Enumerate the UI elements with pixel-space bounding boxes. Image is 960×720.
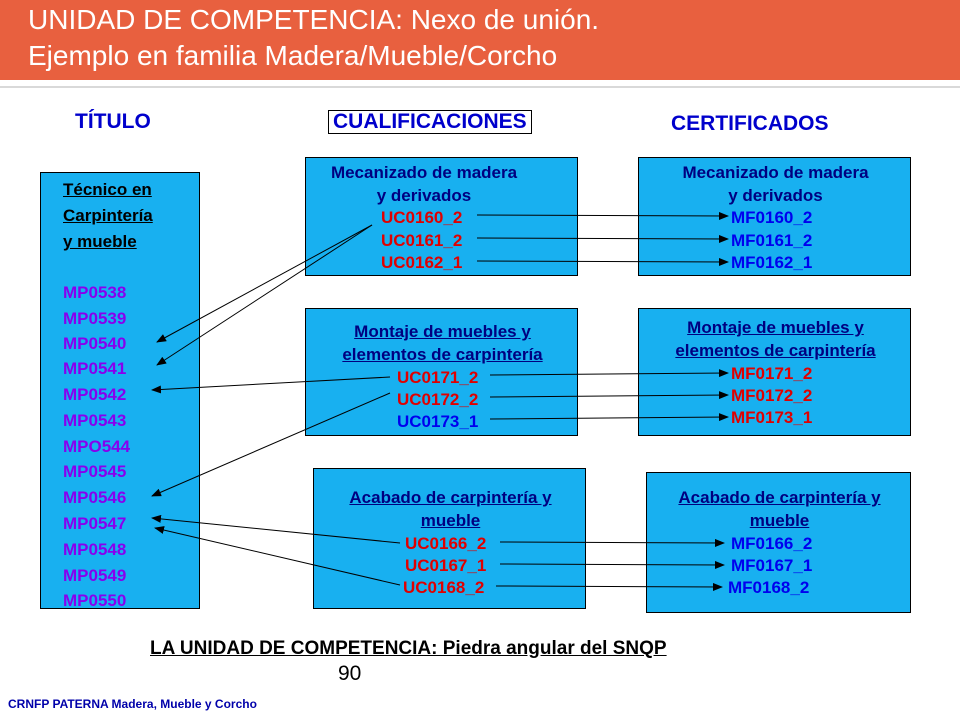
certificado-title: elementos de carpintería [675, 341, 876, 360]
unit-code: UC0168_2 [403, 578, 485, 597]
slide-title-line-2: Ejemplo en familia Madera/Mueble/Corcho [28, 40, 558, 71]
module-code: MP0538 [63, 283, 127, 302]
certificado-box-mecanizado [638, 157, 911, 276]
cualificacion-box-montaje [305, 308, 578, 436]
certificado-title: mueble [749, 511, 810, 530]
column-heading-cualificaciones: CUALIFICACIONES [328, 110, 532, 134]
certificate-module-code: MF0167_1 [731, 556, 813, 575]
cualificacion-title: Acabado de carpintería y [349, 488, 552, 507]
slide-title-line-1: UNIDAD DE COMPETENCIA: Nexo de unión. [28, 4, 600, 35]
column-heading-titulo: TÍTULO [75, 110, 151, 133]
module-code: MP0539 [63, 309, 127, 328]
certificate-module-code: MF0172_2 [731, 386, 813, 405]
certificado-title: Mecanizado de madera [682, 163, 869, 182]
cualificacion-title: mueble [420, 511, 481, 530]
titulo-name-line: Carpintería [63, 206, 153, 225]
cualificacion-title: Mecanizado de madera [330, 163, 518, 182]
titulo-name-line: Técnico en [63, 180, 152, 199]
module-code: MP0547 [63, 514, 127, 533]
page-number: 90 [338, 662, 362, 685]
module-code: MP0541 [63, 359, 127, 378]
module-code: MP0545 [63, 462, 127, 481]
unit-code: UC0166_2 [405, 534, 487, 553]
module-code: MP0542 [63, 385, 127, 404]
certificate-module-code: MF0162_1 [731, 253, 813, 272]
title-divider [0, 86, 960, 88]
organization-label: CRNFP PATERNA Madera, Mueble y Corcho [8, 697, 257, 711]
unit-code: UC0172_2 [397, 390, 479, 409]
cualificacion-box-acabado [313, 468, 586, 609]
module-code: MP0540 [63, 334, 127, 353]
module-code: MP0550 [63, 591, 127, 610]
title-bar [0, 0, 960, 80]
certificado-box-acabado [646, 472, 911, 613]
certificate-module-code: MF0161_2 [731, 231, 813, 250]
unit-code: UC0162_1 [381, 253, 463, 272]
certificate-module-code: MF0173_1 [731, 408, 813, 427]
certificate-module-code: MF0171_2 [731, 364, 813, 383]
certificado-box-montaje [638, 308, 911, 436]
certificado-title: Montaje de muebles y [687, 318, 864, 337]
cualificacion-title: y derivados [376, 186, 472, 205]
cualificacion-title: elementos de carpintería [342, 345, 543, 364]
titulo-name-line: y mueble [63, 232, 137, 251]
module-code: MPO544 [63, 437, 131, 456]
module-code: MP0548 [63, 540, 127, 559]
cualificacion-box-mecanizado [305, 157, 578, 276]
column-heading-certificados: CERTIFICADOS [671, 112, 829, 135]
certificado-title: y derivados [728, 186, 823, 205]
unit-code: UC0160_2 [381, 208, 463, 227]
titulo-box [40, 172, 200, 609]
unit-code: UC0167_1 [405, 556, 487, 575]
module-code: MP0549 [63, 566, 127, 585]
unit-code: UC0173_1 [397, 412, 479, 431]
certificate-module-code: MF0166_2 [731, 534, 813, 553]
unit-code: UC0171_2 [397, 368, 479, 387]
cualificacion-title: Montaje de muebles y [354, 322, 531, 341]
footer-statement: LA UNIDAD DE COMPETENCIA: Piedra angular del SNQP [150, 638, 667, 659]
module-code: MP0543 [63, 411, 127, 430]
certificate-module-code: MF0168_2 [728, 578, 810, 597]
certificate-module-code: MF0160_2 [731, 208, 813, 227]
unit-code: UC0161_2 [381, 231, 463, 250]
module-code: MP0546 [63, 488, 127, 507]
certificado-title: Acabado de carpintería y [678, 488, 881, 507]
